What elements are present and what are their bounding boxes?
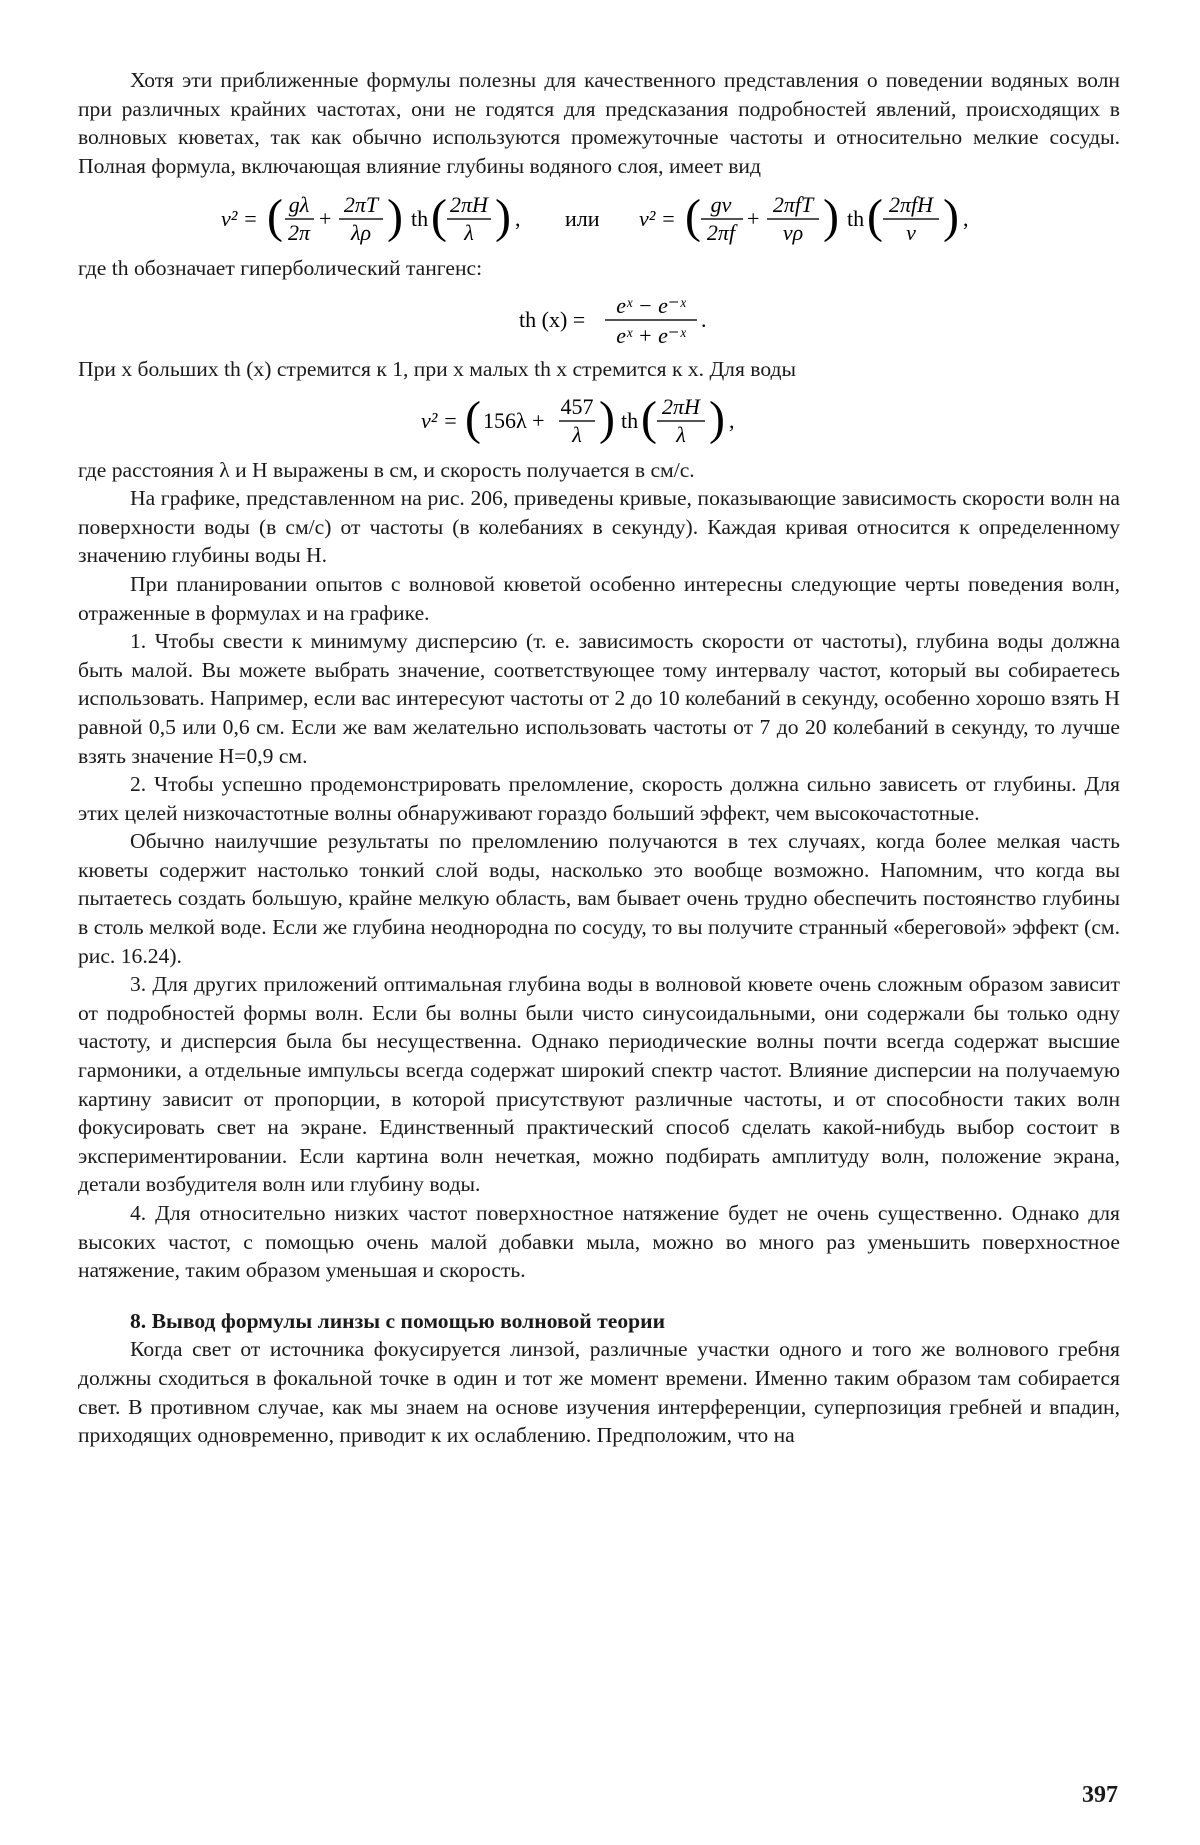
f1-a-num: gλ xyxy=(288,192,310,218)
formula-water xyxy=(78,392,1120,450)
paragraph-item-3: 3. Для других приложений оптимальная глубина воды в волновой кювете очень сложным образом зависит от подробностей формы волн. Если бы волны были чисто синусоидальными, они содержали бы только одну частоту, и дисперсия была бы несущественна. Однако периодические волны почти всегда содержат высшие гармоники, а отдельные импульсы всегда содержат широкий спектр частот. Влияние дисперсии на получаемую картину зависит от пропорции, в которой присутствуют различные частоты, и от способности таких волн фокусировать свет на экране. Единственный практический способ сделать какой-нибудь выбор состоит в экспериментировании. Если картина волн нечеткая, можно подбирать амплитуду волн, положение экрана, детали возбудителя волн или глубину воды. xyxy=(78,972,1120,1197)
paragraph-graph: На графике, представленном на рис. 206, приведены кривые, показывающие зависимость скорости волн на поверхности воды (в см/с) от частоты (в колебаниях в секунду). Каждая кривая относится к определенному значению глубины воды H. xyxy=(78,486,1120,568)
page-number: 397 xyxy=(1082,1782,1118,1808)
paragraph-item-4: 4. Для относительно низких частот поверхностное натяжение будет не очень существенно. Однако для высоких частот, с помощью очень малой добавки мыла, можно во много раз уменьшить поверхностное натяжение, таким образом уменьшая и скорость. xyxy=(78,1201,1120,1283)
svg-text:(: ( xyxy=(685,190,701,244)
formula-water-svg xyxy=(349,392,849,450)
svg-text:(: ( xyxy=(465,391,481,445)
f3-num: 457 xyxy=(560,393,594,419)
svg-text:): ) xyxy=(387,190,403,244)
paragraph-refraction: Обычно наилучшие результаты по преломлению получаются в тех случаях, когда более мелкая часть кюветы содержит настолько тонкий слой воды, насколько это вообще возможно. Напомним, что когда вы пытаетесь создать большую, крайне мелкую область, вам бывает очень трудно обеспечить постоянство глубины в столь мелкой воде. Если же глубина неоднородна по сосуду, то вы получите странный «береговой» эффект (см. рис. 16.24). xyxy=(78,829,1120,968)
paragraph-tanh-limits: При x больших th (x) стремится к 1, при x малых th x стремится к x. Для воды xyxy=(78,356,797,381)
svg-text:): ) xyxy=(599,391,615,445)
f1-lhs2: v² = xyxy=(639,206,676,232)
paragraph-lens: Когда свет от источника фокусируется линзой, различные участки одного и того же волнового гребня должны сходиться в фокальной точке в один и тот же момент времени. Именно таким образом там собирается свет. В противном случае, как мы знаем на основе изучения интерференции, суперпозиция гребней и впадин, приходящих одновременно, приводит к их ослаблению. Предположим, что на xyxy=(78,1337,1120,1448)
f1-f-num: 2πfH xyxy=(888,192,934,218)
f1-paren-open: ( xyxy=(267,190,283,244)
f3-th: th xyxy=(621,407,639,433)
paragraph-item-1: 1. Чтобы свести к минимуму дисперсию (т. е. зависимость скорости от частоты), глубина воды должна быть малой. Вы можете выбрать значение, соответствующее тому интервалу частот, который вы собираетесь использовать. Например, если вас интересуют частоты от 2 до 10 колебаний в секунду, особенно хорошо взять H равной 0,5 или 0,6 см. Если же вам желательно использовать частоты от 7 до 20 колебаний в секунду, то лучше взять значение H=0,9 см. xyxy=(78,629,1120,768)
f3-c-den: λ xyxy=(676,421,686,447)
paragraph-item-2: 2. Чтобы успешно продемонстрировать преломление, скорость должна сильно зависеть от глубины. Для этих целей низкочастотные волны обнаруживают гораздо больший эффект, чем высокочастотные. xyxy=(78,772,1120,825)
svg-text:+: + xyxy=(319,206,332,232)
f3-den: λ xyxy=(572,421,582,447)
svg-text:(: ( xyxy=(867,190,883,244)
page-text xyxy=(78,66,1120,1450)
f1-th: th xyxy=(411,206,429,232)
paragraph-tanh-def: где th обозначает гиперболический тангенс: xyxy=(78,256,483,281)
f1-b-num: 2πT xyxy=(343,192,379,218)
formula-tanh-svg xyxy=(399,289,799,349)
svg-text:): ) xyxy=(823,190,839,244)
f1-d-num: gv xyxy=(710,192,732,218)
svg-text:(: ( xyxy=(641,391,657,445)
f2-den: eˣ + e⁻ˣ xyxy=(616,322,686,348)
f1-c-num: 2πH xyxy=(450,192,488,218)
section-heading: 8. Вывод формулы линзы с помощью волновой теории xyxy=(130,1308,666,1333)
f2-lhs: th (x) = xyxy=(519,306,586,332)
f1-lhs: v² = xyxy=(221,206,258,232)
f1-f-den: v xyxy=(906,220,916,246)
f1-a-den: 2π xyxy=(287,220,311,246)
f3-c-num: 2πH xyxy=(662,393,700,419)
svg-text:+: + xyxy=(747,206,760,232)
f3-lhs: v² = xyxy=(421,407,458,433)
f1-e-num: 2πfT xyxy=(772,192,814,218)
paragraph-units: где расстояния λ и H выражены в см, и скорость получается в см/с. xyxy=(78,457,695,482)
formula-tanh xyxy=(78,289,1120,349)
svg-text:,: , xyxy=(515,206,521,232)
f1-or: или xyxy=(565,206,600,232)
f1-d-den: 2πf xyxy=(706,220,736,246)
svg-text:th: th xyxy=(847,206,865,232)
f3-term1: 156λ + xyxy=(483,407,545,433)
svg-text:): ) xyxy=(495,190,511,244)
f1-e-den: vρ xyxy=(782,220,804,246)
svg-text:): ) xyxy=(709,391,725,445)
svg-text:): ) xyxy=(943,190,959,244)
formula-wave-velocity-svg xyxy=(149,190,1049,248)
svg-text:,: , xyxy=(963,206,969,232)
paragraph-planning: При планировании опытов с волновой кюветой особенно интересны следующие черты поведения волн, отраженные в формулах и на графике. xyxy=(78,571,1120,625)
paragraph-intro: Хотя эти приближенные формулы полезны для качественного представления о поведении водяных волн при различных крайних частотах, они не годятся для предсказания подробностей явлений, происходящих в волновых кюветах, так как обычно используются промежуточные частоты и относительно мелкие сосуды. Полная формула, включающая влияние глубины водяного слоя, имеет вид xyxy=(78,68,1120,178)
svg-text:,: , xyxy=(729,407,735,433)
svg-text:(: ( xyxy=(431,190,447,244)
f1-c-den: λ xyxy=(464,220,474,246)
svg-text:.: . xyxy=(701,306,707,332)
f1-b-den: λρ xyxy=(350,220,372,246)
f2-num: eˣ − e⁻ˣ xyxy=(616,292,686,318)
formula-wave-velocity xyxy=(78,190,1120,248)
